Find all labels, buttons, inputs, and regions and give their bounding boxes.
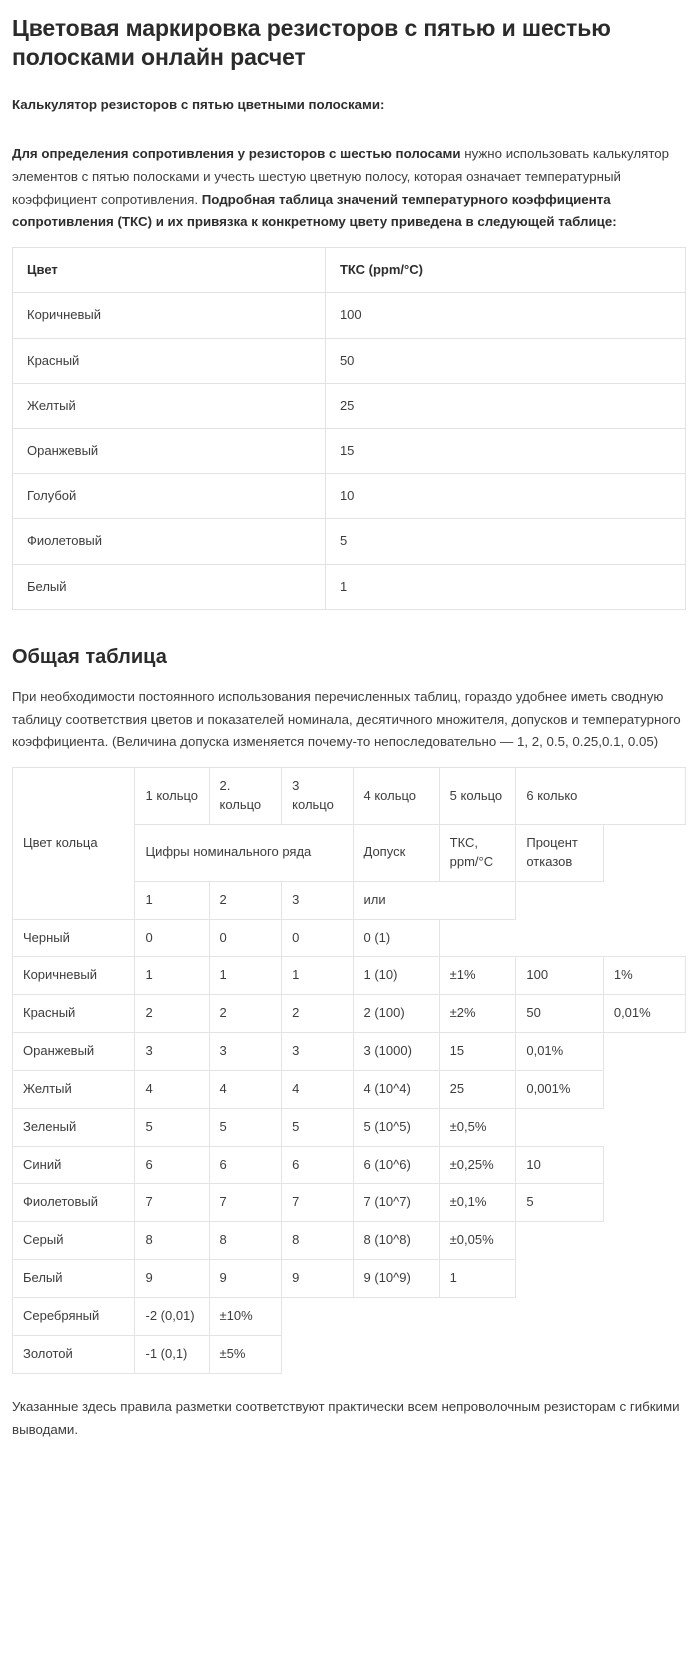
summary-cell-digit2: 1: [209, 957, 282, 995]
summary-cell-digit1: 2: [135, 995, 209, 1033]
page-title: Цветовая маркировка резисторов с пятью и шестью полосками онлайн расчет: [12, 15, 611, 70]
table-row: [13, 1108, 686, 1146]
summary-cell-digit2: 7: [209, 1184, 282, 1222]
summary-cell-digit2: 2: [209, 995, 282, 1033]
summary-cell-digit2: 8: [209, 1222, 282, 1260]
summary-cell-color: Зеленый: [13, 1108, 135, 1146]
section2-paragraph: При необходимости постоянного использования перечисленных таблиц, гораздо удобнее иметь сводную таблицу соответствия цветов и показателей номинала, десятичного множителя, допусков и температурного коэффициента. (Величина допуска изменяется почему-то непоследовательно — 1, 2, 0.5, 0.25,0.1, 0.05): [12, 688, 681, 750]
summary-header-blank: [603, 825, 685, 882]
summary-cell-tolerance: 15: [439, 1033, 516, 1071]
intro-paragraph: [12, 143, 686, 234]
summary-cell-tks: 50: [516, 995, 603, 1033]
summary-header-ring-3: 3 кольцо: [282, 768, 353, 825]
tks-header-color: Цвет: [13, 248, 326, 293]
summary-cell-color: Черный: [13, 919, 135, 957]
summary-cell-digit3: 5: [282, 1108, 353, 1146]
summary-cell-digit1: 0: [135, 919, 209, 957]
summary-cell-tolerance: 25: [439, 1070, 516, 1108]
summary-cell-digit3: 6: [282, 1146, 353, 1184]
summary-cell-digit1: 6: [135, 1146, 209, 1184]
table-row: [13, 383, 686, 428]
table-row: [13, 338, 686, 383]
summary-cell-color: Серый: [13, 1222, 135, 1260]
tks-cell-color: Оранжевый: [13, 428, 326, 473]
summary-cell-color: Белый: [13, 1260, 135, 1298]
tks-cell-value: 100: [325, 293, 685, 338]
summary-cell-digit2: 9: [209, 1260, 282, 1298]
intro-bold-end: Подробная таблица значений температурного коэффициента сопротивления (ТКС) и их привязка к конкретному цвету приведена в следующей таблице:: [12, 191, 617, 230]
table-row: [13, 1335, 686, 1373]
summary-cell-digit1: 7: [135, 1184, 209, 1222]
summary-header-ring-1: 1 кольцо: [135, 768, 209, 825]
summary-cell-digit2: ±10%: [209, 1297, 282, 1335]
summary-cell-multiplier: 3 (1000): [353, 1033, 439, 1071]
summary-cell-multiplier: 5 (10^5): [353, 1108, 439, 1146]
tks-table-body: [13, 293, 686, 609]
summary-subheader-digit-1: 1: [135, 881, 209, 919]
summary-cell-tolerance: ±2%: [439, 995, 516, 1033]
summary-cell-tks: 0,001%: [516, 1070, 603, 1108]
summary-cell-color: Желтый: [13, 1070, 135, 1108]
summary-table: [12, 767, 686, 1373]
summary-cell-failure: 0,01%: [603, 995, 685, 1033]
summary-cell-digit1: 9: [135, 1260, 209, 1298]
summary-cell-digit1: 4: [135, 1070, 209, 1108]
summary-subheader-blank-2: [603, 881, 685, 919]
summary-cell-digit3: 0: [282, 919, 353, 957]
summary-cell-digit1: 3: [135, 1033, 209, 1071]
table-row: [13, 1146, 686, 1184]
summary-cell-color: Красный: [13, 995, 135, 1033]
summary-cell-empty: [516, 1222, 686, 1260]
summary-cell-tks: 100: [516, 957, 603, 995]
summary-cell-digit2: 0: [209, 919, 282, 957]
summary-cell-empty: [282, 1335, 686, 1373]
tks-table: [12, 247, 686, 610]
summary-header-ring-5: 5 кольцо: [439, 768, 516, 825]
table-row: [13, 1184, 686, 1222]
summary-cell-digit3: 1: [282, 957, 353, 995]
summary-cell-tolerance: ±0,1%: [439, 1184, 516, 1222]
table-row: [13, 1070, 686, 1108]
summary-cell-digit2: 3: [209, 1033, 282, 1071]
tks-header-value: ТКС (ppm/°C): [325, 248, 685, 293]
summary-cell-multiplier: 6 (10^6): [353, 1146, 439, 1184]
tks-cell-color: Голубой: [13, 474, 326, 519]
summary-cell-empty: [603, 1146, 685, 1184]
table-row: [13, 474, 686, 519]
summary-cell-color: Коричневый: [13, 957, 135, 995]
summary-cell-digit3: 9: [282, 1260, 353, 1298]
summary-cell-digit3: 4: [282, 1070, 353, 1108]
table-row: [13, 519, 686, 564]
tks-cell-color: Коричневый: [13, 293, 326, 338]
tks-cell-value: 50: [325, 338, 685, 383]
summary-cell-digit3: 2: [282, 995, 353, 1033]
summary-cell-digit2: 6: [209, 1146, 282, 1184]
section-title-general-table: Общая таблица: [12, 645, 167, 668]
summary-cell-color: Золотой: [13, 1335, 135, 1373]
summary-header-digits: Цифры номинального ряда: [135, 825, 353, 882]
table-row: [13, 957, 686, 995]
summary-cell-digit2: 5: [209, 1108, 282, 1146]
summary-cell-tks: 5: [516, 1184, 603, 1222]
intro-bold-start: Для определения сопротивления у резисторов с шестью полосами: [12, 145, 461, 161]
summary-cell-empty: [603, 1070, 685, 1108]
summary-cell-multiplier: 0 (1): [353, 919, 439, 957]
summary-cell-tolerance: 1: [439, 1260, 516, 1298]
footnote-text: Указанные здесь правила разметки соответствуют практически всем непроволочным резисторам с гибкими выводами.: [12, 1398, 680, 1437]
table-row: [13, 293, 686, 338]
table-row: [13, 1222, 686, 1260]
summary-cell-tolerance: ±0,25%: [439, 1146, 516, 1184]
summary-cell-multiplier: 4 (10^4): [353, 1070, 439, 1108]
table-row: [13, 564, 686, 609]
summary-subheader-blank-1: [516, 881, 603, 919]
summary-cell-empty: [282, 1297, 686, 1335]
tks-cell-color: Желтый: [13, 383, 326, 428]
summary-header-row-1: [13, 768, 686, 825]
summary-cell-multiplier: 1 (10): [353, 957, 439, 995]
summary-header-ring-6: 6 колько: [516, 768, 686, 825]
table-row: [13, 995, 686, 1033]
summary-cell-digit3: 8: [282, 1222, 353, 1260]
summary-cell-digit1: 1: [135, 957, 209, 995]
summary-cell-digit3: 7: [282, 1184, 353, 1222]
summary-cell-digit1: 8: [135, 1222, 209, 1260]
table-row: [13, 1260, 686, 1298]
table-row: [13, 1033, 686, 1071]
summary-header-ring-4: 4 кольцо: [353, 768, 439, 825]
table-row: [13, 1297, 686, 1335]
summary-cell-digit1: -1 (0,1): [135, 1335, 209, 1373]
summary-cell-tks: 10: [516, 1146, 603, 1184]
summary-cell-digit1: -2 (0,01): [135, 1297, 209, 1335]
summary-cell-multiplier: 7 (10^7): [353, 1184, 439, 1222]
summary-cell-failure: 1%: [603, 957, 685, 995]
summary-subheader-digit-3: 3: [282, 881, 353, 919]
summary-cell-empty: [603, 1033, 685, 1071]
tks-cell-color: Белый: [13, 564, 326, 609]
intro-middle: нужно использовать калькулятор элементов с пятью полосками и учесть шестую цветную полосу, которая означает температурный коэффициент сопротивления.: [12, 145, 670, 207]
summary-cell-digit3: 3: [282, 1033, 353, 1071]
summary-cell-digit1: 5: [135, 1108, 209, 1146]
summary-header-failure: Процент отказов: [516, 825, 603, 882]
summary-cell-tolerance: ±0,5%: [439, 1108, 516, 1146]
summary-cell-digit2: ±5%: [209, 1335, 282, 1373]
summary-header-ring-2: 2. кольцо: [209, 768, 282, 825]
summary-cell-multiplier: 9 (10^9): [353, 1260, 439, 1298]
table-row: [13, 919, 686, 957]
summary-cell-empty: [603, 1184, 685, 1222]
summary-cell-digit2: 4: [209, 1070, 282, 1108]
calculator-lead-text: Калькулятор резисторов с пятью цветными полосками:: [12, 96, 385, 112]
summary-cell-empty: [516, 1260, 686, 1298]
tks-cell-value: 25: [325, 383, 685, 428]
summary-cell-tks: 0,01%: [516, 1033, 603, 1071]
tks-cell-color: Фиолетовый: [13, 519, 326, 564]
table-row: [13, 428, 686, 473]
tks-cell-value: 1: [325, 564, 685, 609]
summary-cell-tolerance: ±1%: [439, 957, 516, 995]
summary-cell-multiplier: 8 (10^8): [353, 1222, 439, 1260]
summary-subheader-or: или: [353, 881, 516, 919]
summary-cell-multiplier: 2 (100): [353, 995, 439, 1033]
summary-cell-color: Оранжевый: [13, 1033, 135, 1071]
tks-cell-color: Красный: [13, 338, 326, 383]
tks-cell-value: 5: [325, 519, 685, 564]
summary-cell-tolerance: ±0,05%: [439, 1222, 516, 1260]
summary-cell-color: Серебряный: [13, 1297, 135, 1335]
summary-cell-color: Фиолетовый: [13, 1184, 135, 1222]
summary-cell-empty: [439, 919, 685, 957]
summary-cell-empty: [516, 1108, 686, 1146]
summary-header-color-label: Цвет кольца: [13, 768, 135, 919]
summary-header-tks: ТКС, ppm/°C: [439, 825, 516, 882]
summary-subheader-digit-2: 2: [209, 881, 282, 919]
summary-table-body: [13, 768, 686, 1373]
tks-table-header-row: [13, 248, 686, 293]
summary-cell-color: Синий: [13, 1146, 135, 1184]
summary-header-tolerance: Допуск: [353, 825, 439, 882]
tks-cell-value: 15: [325, 428, 685, 473]
tks-cell-value: 10: [325, 474, 685, 519]
